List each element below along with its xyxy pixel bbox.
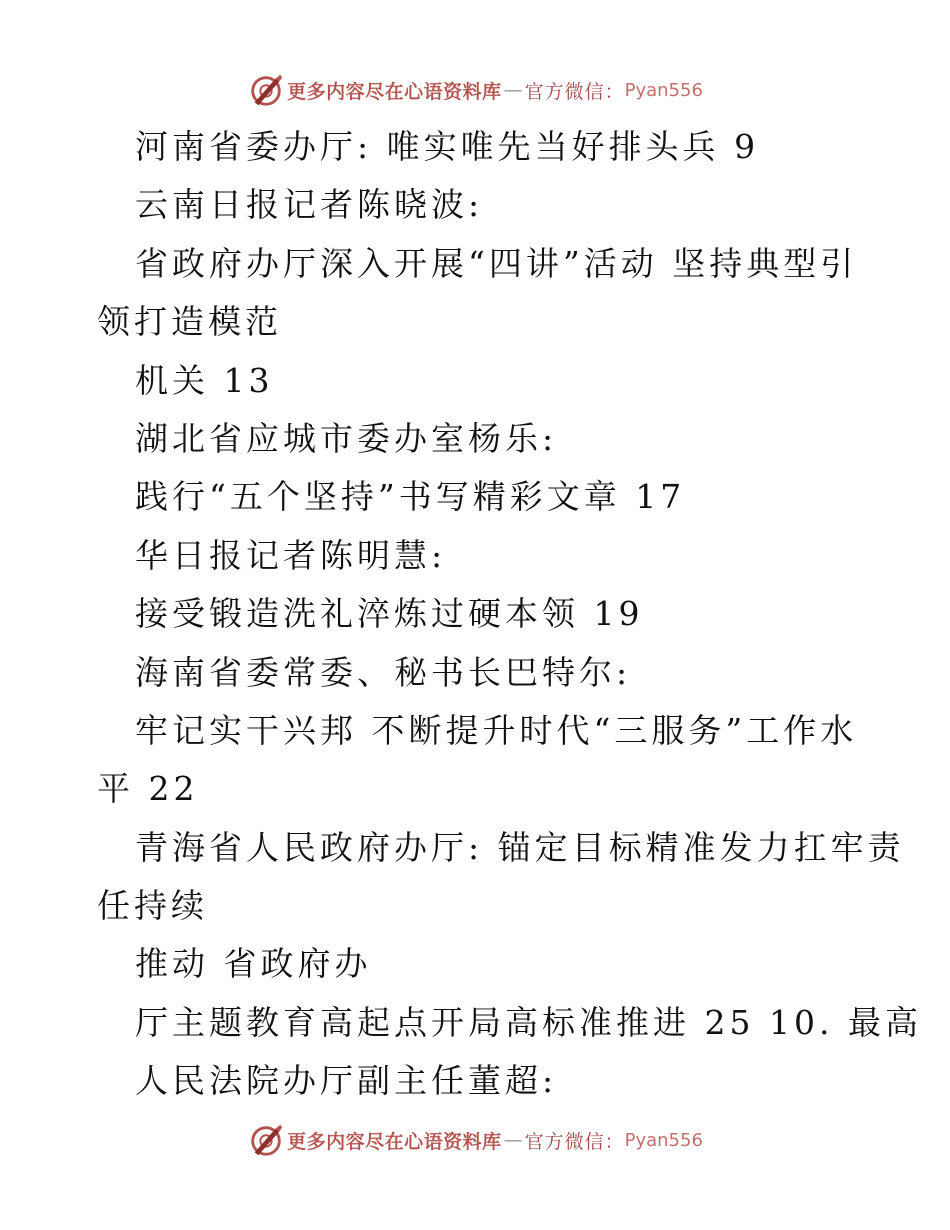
text-line: 海南省委常委、秘书长巴特尔: — [135, 652, 632, 692]
text-line: 接受锻造洗礼淬炼过硬本领 19 — [135, 594, 644, 634]
text-line: 厅主题教育高起点开局高标准推进 25 10. 最高 — [135, 1002, 922, 1042]
watermark-brand: 更多内容尽在心语资料库 — [287, 80, 502, 103]
text-line: 任持续 — [97, 886, 208, 926]
watermark-banner-bottom — [0, 1118, 950, 1162]
text-line: 领打造模范 — [97, 302, 282, 342]
watermark-separator: — — [503, 1129, 523, 1151]
text-line: 华日报记者陈明慧: — [135, 535, 447, 575]
text-line: 湖北省应城市委办室杨乐: — [135, 418, 558, 458]
text-line: 河南省委办厅: 唯实唯先当好排头兵 9 — [135, 127, 760, 166]
watermark-separator: — — [503, 79, 523, 101]
text-line: 机关 13 — [135, 360, 274, 400]
text-line: 平 22 — [97, 769, 199, 809]
watermark-wechat-id: Pyan556 — [624, 79, 703, 101]
watermark-wechat-label: 官方微信： — [524, 80, 625, 103]
text-line: 人民法院办厅副主任董超: — [135, 1061, 558, 1101]
text-line: 云南日报记者陈晓波: — [135, 185, 484, 225]
watermark-wechat-id: Pyan556 — [624, 1129, 703, 1151]
watermark-brand: 更多内容尽在心语资料库 — [287, 1130, 502, 1153]
text-line: 省政府办厅深入开展“四讲”活动 坚持典型引 — [135, 243, 858, 283]
text-line: 青海省人民政府办厅: 锚定目标精准发力扛牢责 — [135, 827, 905, 867]
text-line: 践行“五个坚持”书写精彩文章 17 — [135, 477, 686, 517]
pen-logo-icon — [247, 71, 285, 109]
watermark-wechat-label: 官方微信： — [524, 1130, 625, 1153]
pen-logo-icon — [247, 1121, 285, 1159]
text-line: 牢记实干兴邦 不断提升时代“三服务”工作水 — [135, 710, 858, 750]
watermark-banner-top — [0, 68, 950, 112]
document-body — [97, 118, 922, 1111]
text-line: 推动 省政府办 — [135, 944, 372, 984]
